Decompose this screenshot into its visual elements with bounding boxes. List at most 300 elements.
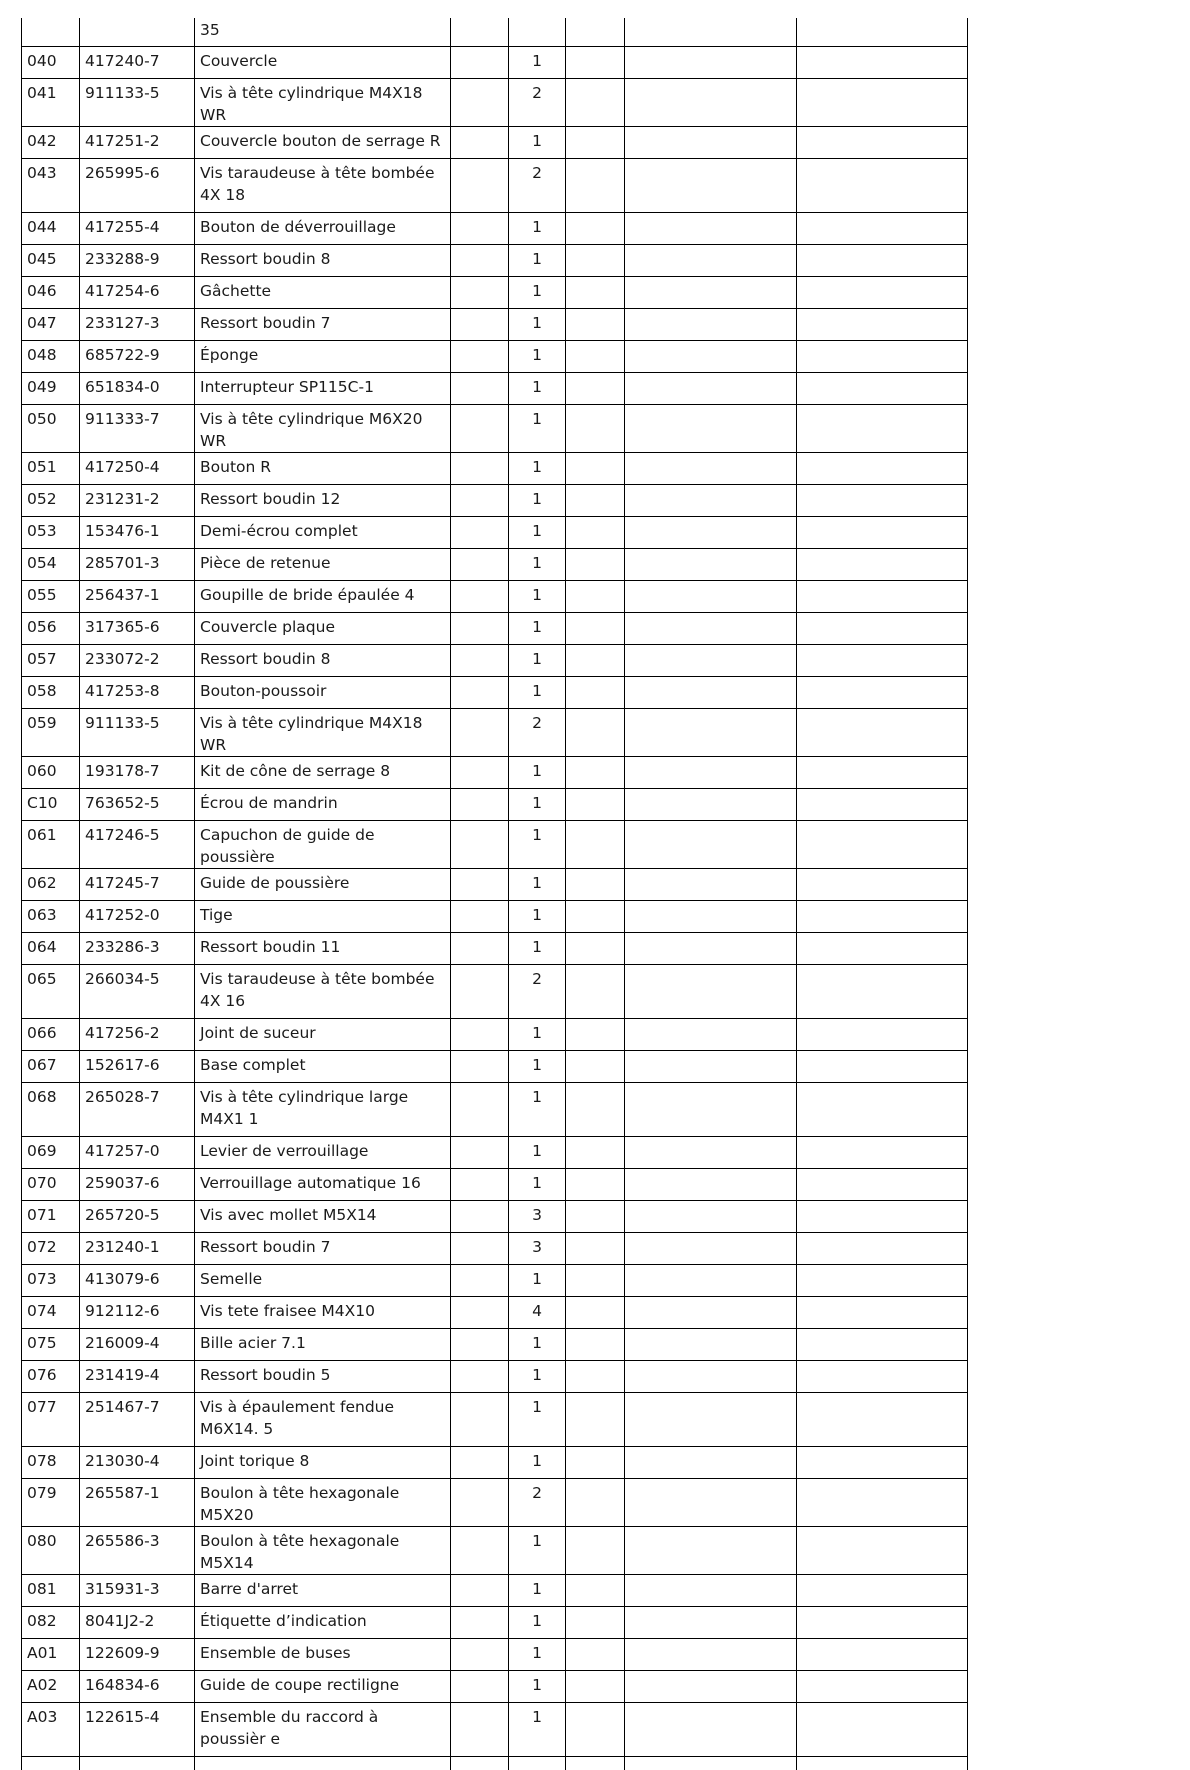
quantity-cell: 1 (509, 372, 566, 404)
part-number-cell: 417252-0 (80, 900, 195, 932)
item-number-cell: 048 (22, 340, 80, 372)
empty-cell (797, 612, 968, 644)
empty-cell (566, 244, 625, 276)
table-row (22, 820, 968, 868)
quantity-cell: 1 (509, 1638, 566, 1670)
empty-cell (451, 452, 509, 484)
empty-cell (451, 18, 509, 46)
item-number-cell: 076 (22, 1360, 80, 1392)
description-cell: Gâchette (195, 276, 451, 308)
empty-cell (625, 1296, 797, 1328)
empty-cell (797, 644, 968, 676)
empty-cell (566, 46, 625, 78)
part-number-cell: 417253-8 (80, 676, 195, 708)
quantity-cell: 1 (509, 1606, 566, 1638)
item-number-cell: 041 (22, 78, 80, 126)
empty-cell (451, 1232, 509, 1264)
empty-cell (797, 1526, 968, 1574)
empty-cell (451, 548, 509, 580)
item-number-cell: 082 (22, 1606, 80, 1638)
quantity-cell: 1 (509, 868, 566, 900)
description-cell: Ressort boudin 7 (195, 1232, 451, 1264)
item-number-cell: 042 (22, 126, 80, 158)
description-cell: Interrupteur SP115C-1 (195, 372, 451, 404)
description-cell: Base complet (195, 1050, 451, 1082)
description-cell: Goupille de bride épaulée 4 (195, 580, 451, 612)
part-number-cell: 265587-1 (80, 1478, 195, 1526)
item-number-cell: 063 (22, 900, 80, 932)
empty-cell (797, 1446, 968, 1478)
description-cell: Guide de poussière (195, 868, 451, 900)
table-row (22, 212, 968, 244)
item-number-cell: 071 (22, 1200, 80, 1232)
empty-cell (566, 1200, 625, 1232)
empty-cell (566, 1264, 625, 1296)
description-cell: Ressort boudin 12 (195, 484, 451, 516)
empty-cell (625, 126, 797, 158)
quantity-cell: 1 (509, 340, 566, 372)
table-row (22, 372, 968, 404)
table-row (22, 1264, 968, 1296)
quantity-cell: 3 (509, 1200, 566, 1232)
empty-cell (797, 1670, 968, 1702)
empty-cell (625, 708, 797, 756)
table-row (22, 788, 968, 820)
part-number-cell: 417250-4 (80, 452, 195, 484)
empty-cell (566, 900, 625, 932)
table-row (22, 708, 968, 756)
table-row (22, 452, 968, 484)
quantity-cell: 1 (509, 126, 566, 158)
empty-cell (566, 820, 625, 868)
empty-cell (451, 1168, 509, 1200)
table-row (22, 868, 968, 900)
table-row (22, 1082, 968, 1136)
empty-cell (797, 1168, 968, 1200)
table-row (22, 1606, 968, 1638)
empty-cell (451, 244, 509, 276)
description-cell: Ressort boudin 11 (195, 932, 451, 964)
empty-cell (451, 372, 509, 404)
empty-cell (797, 756, 968, 788)
empty-cell (625, 1200, 797, 1232)
description-cell: Vis à tête cylindrique M4X18 WR (195, 78, 451, 126)
table-row (22, 1328, 968, 1360)
empty-cell (797, 548, 968, 580)
empty-cell (566, 308, 625, 340)
item-number-cell: 079 (22, 1478, 80, 1526)
description-cell: Couvercle bouton de serrage R (195, 126, 451, 158)
parts-table-body (22, 18, 968, 1770)
empty-cell (625, 1328, 797, 1360)
table-row (22, 1168, 968, 1200)
part-number-cell: 911133-5 (80, 78, 195, 126)
empty-cell (566, 548, 625, 580)
part-number-cell: 912112-6 (80, 1296, 195, 1328)
empty-cell (625, 276, 797, 308)
part-number-cell: 417256-2 (80, 1018, 195, 1050)
table-row (22, 276, 968, 308)
empty-cell (566, 708, 625, 756)
item-number-cell: 080 (22, 1526, 80, 1574)
empty-cell (451, 1328, 509, 1360)
empty-cell (451, 1296, 509, 1328)
description-cell: Vis taraudeuse à tête bombée 4X 16 (195, 964, 451, 1018)
empty-cell (625, 484, 797, 516)
item-number-cell: 040 (22, 46, 80, 78)
table-row (22, 1446, 968, 1478)
empty-cell (797, 484, 968, 516)
item-number-cell: 072 (22, 1232, 80, 1264)
empty-cell (566, 788, 625, 820)
empty-cell (451, 1606, 509, 1638)
empty-cell (566, 612, 625, 644)
empty-cell (451, 158, 509, 212)
table-row-continues (22, 1756, 968, 1770)
empty-cell (625, 452, 797, 484)
empty-cell (625, 372, 797, 404)
item-number-cell: 065 (22, 964, 80, 1018)
item-number-cell: A02 (22, 1670, 80, 1702)
empty-cell (451, 1360, 509, 1392)
empty-cell (625, 1478, 797, 1526)
empty-cell (797, 18, 968, 46)
empty-cell (625, 46, 797, 78)
description-cell: Vis à tête cylindrique M6X20 WR (195, 404, 451, 452)
table-row (22, 580, 968, 612)
description-cell: Bille acier 7.1 (195, 1328, 451, 1360)
table-row (22, 676, 968, 708)
empty-cell (625, 788, 797, 820)
empty-cell (451, 404, 509, 452)
empty-cell (566, 580, 625, 612)
empty-cell (451, 78, 509, 126)
empty-cell (625, 1018, 797, 1050)
empty-cell (451, 900, 509, 932)
item-number-cell: 051 (22, 452, 80, 484)
quantity-cell: 1 (509, 788, 566, 820)
description-cell: Boulon à tête hexagonale M5X20 (195, 1478, 451, 1526)
description-cell: Couvercle (195, 46, 451, 78)
part-number-cell: 153476-1 (80, 516, 195, 548)
item-number-cell: A01 (22, 1638, 80, 1670)
table-row (22, 1670, 968, 1702)
description-cell: Bouton-poussoir (195, 676, 451, 708)
quantity-cell: 1 (509, 1136, 566, 1168)
empty-cell (566, 676, 625, 708)
item-number-cell: 073 (22, 1264, 80, 1296)
parts-list-table (21, 18, 968, 1770)
empty-cell (566, 1478, 625, 1526)
item-number-cell: 055 (22, 580, 80, 612)
empty-cell (625, 1136, 797, 1168)
description-cell: Vis à tête cylindrique large M4X1 1 (195, 1082, 451, 1136)
item-number-cell: 061 (22, 820, 80, 868)
quantity-cell: 2 (509, 1478, 566, 1526)
empty-cell (797, 788, 968, 820)
quantity-cell: 1 (509, 932, 566, 964)
empty-cell (451, 1638, 509, 1670)
part-number-cell: 233286-3 (80, 932, 195, 964)
description-cell: Joint de suceur (195, 1018, 451, 1050)
quantity-cell (509, 18, 566, 46)
empty-cell (451, 1756, 509, 1770)
empty-cell (451, 1136, 509, 1168)
empty-cell (797, 1638, 968, 1670)
item-number-cell: 075 (22, 1328, 80, 1360)
item-number-cell: 074 (22, 1296, 80, 1328)
description-cell: Ensemble du raccord à poussièr e (195, 1702, 451, 1756)
empty-cell (451, 1526, 509, 1574)
description-cell: Écrou de mandrin (195, 788, 451, 820)
part-number-cell: 317365-6 (80, 612, 195, 644)
part-number-cell: 256437-1 (80, 580, 195, 612)
empty-cell (625, 1082, 797, 1136)
item-number-cell: 045 (22, 244, 80, 276)
empty-cell (625, 78, 797, 126)
description-cell: Ressort boudin 5 (195, 1360, 451, 1392)
empty-cell (797, 1264, 968, 1296)
empty-cell (451, 964, 509, 1018)
empty-cell (797, 1200, 968, 1232)
part-number-cell: 417254-6 (80, 276, 195, 308)
empty-cell (22, 1756, 80, 1770)
empty-cell (625, 516, 797, 548)
table-row (22, 612, 968, 644)
part-number-cell: 231419-4 (80, 1360, 195, 1392)
empty-cell (451, 484, 509, 516)
part-number-cell (80, 18, 195, 46)
empty-cell (625, 676, 797, 708)
item-number-cell: 078 (22, 1446, 80, 1478)
table-row (22, 900, 968, 932)
empty-cell (797, 1050, 968, 1082)
part-number-cell: 259037-6 (80, 1168, 195, 1200)
empty-cell (625, 900, 797, 932)
empty-cell (797, 1574, 968, 1606)
table-row (22, 1136, 968, 1168)
empty-cell (797, 78, 968, 126)
description-cell: Vis tete fraisee M4X10 (195, 1296, 451, 1328)
description-cell: Tige (195, 900, 451, 932)
empty-cell (566, 158, 625, 212)
empty-cell (451, 516, 509, 548)
empty-cell (625, 868, 797, 900)
quantity-cell: 1 (509, 1526, 566, 1574)
empty-cell (566, 1168, 625, 1200)
quantity-cell: 1 (509, 484, 566, 516)
empty-cell (797, 1392, 968, 1446)
empty-cell (625, 1606, 797, 1638)
table-row (22, 126, 968, 158)
item-number-cell: 050 (22, 404, 80, 452)
part-number-cell: 417245-7 (80, 868, 195, 900)
empty-cell (797, 1756, 968, 1770)
empty-cell (625, 644, 797, 676)
part-number-cell: 911133-5 (80, 708, 195, 756)
empty-cell (625, 212, 797, 244)
empty-cell (451, 1574, 509, 1606)
description-cell: Vis à tête cylindrique M4X18 WR (195, 708, 451, 756)
empty-cell (797, 900, 968, 932)
empty-cell (797, 1018, 968, 1050)
item-number-cell: 069 (22, 1136, 80, 1168)
empty-cell (566, 340, 625, 372)
table-row (22, 756, 968, 788)
table-row (22, 308, 968, 340)
quantity-cell: 4 (509, 1296, 566, 1328)
description-cell: Levier de verrouillage (195, 1136, 451, 1168)
empty-cell (451, 1018, 509, 1050)
part-number-cell: 8041J2-2 (80, 1606, 195, 1638)
empty-cell (566, 516, 625, 548)
table-row (22, 1200, 968, 1232)
empty-cell (797, 158, 968, 212)
empty-cell (625, 1392, 797, 1446)
part-number-cell: 122615-4 (80, 1702, 195, 1756)
part-number-cell: 417255-4 (80, 212, 195, 244)
empty-cell (625, 612, 797, 644)
part-number-cell: 122609-9 (80, 1638, 195, 1670)
empty-cell (451, 820, 509, 868)
empty-cell (566, 1018, 625, 1050)
item-number-cell: 077 (22, 1392, 80, 1446)
empty-cell (797, 1702, 968, 1756)
empty-cell (451, 932, 509, 964)
empty-cell (625, 1638, 797, 1670)
empty-cell (566, 1756, 625, 1770)
description-cell: Joint torique 8 (195, 1446, 451, 1478)
table-row (22, 1392, 968, 1446)
empty-cell (797, 1296, 968, 1328)
empty-cell (625, 1756, 797, 1770)
empty-cell (80, 1756, 195, 1770)
part-number-cell: 651834-0 (80, 372, 195, 404)
empty-cell (797, 820, 968, 868)
description-cell: Boulon à tête hexagonale M5X14 (195, 1526, 451, 1574)
item-number-cell: 081 (22, 1574, 80, 1606)
table-row (22, 964, 968, 1018)
quantity-cell: 1 (509, 212, 566, 244)
empty-cell (451, 1082, 509, 1136)
description-cell: Vis taraudeuse à tête bombée 4X 18 (195, 158, 451, 212)
empty-cell (797, 516, 968, 548)
empty-cell (625, 1050, 797, 1082)
empty-cell (451, 580, 509, 612)
item-number-cell: 052 (22, 484, 80, 516)
part-number-cell: 266034-5 (80, 964, 195, 1018)
empty-cell (509, 1756, 566, 1770)
quantity-cell: 1 (509, 1018, 566, 1050)
description-cell: Éponge (195, 340, 451, 372)
empty-cell (797, 1232, 968, 1264)
empty-cell (566, 78, 625, 126)
part-number-cell: 285701-3 (80, 548, 195, 580)
empty-cell (451, 756, 509, 788)
part-number-cell: 315931-3 (80, 1574, 195, 1606)
part-number-cell: 763652-5 (80, 788, 195, 820)
description-cell: Demi-écrou complet (195, 516, 451, 548)
table-row (22, 484, 968, 516)
empty-cell (625, 158, 797, 212)
empty-cell (566, 1296, 625, 1328)
empty-cell (797, 868, 968, 900)
part-number-cell: 265720-5 (80, 1200, 195, 1232)
empty-cell (625, 580, 797, 612)
quantity-cell: 1 (509, 1082, 566, 1136)
empty-cell (451, 1702, 509, 1756)
item-number-cell: 068 (22, 1082, 80, 1136)
empty-cell (451, 1200, 509, 1232)
item-number-cell: 053 (22, 516, 80, 548)
item-number-cell (22, 18, 80, 46)
part-number-cell: 265995-6 (80, 158, 195, 212)
empty-cell (566, 756, 625, 788)
empty-cell (566, 644, 625, 676)
part-number-cell: 233072-2 (80, 644, 195, 676)
item-number-cell: 054 (22, 548, 80, 580)
empty-cell (797, 1360, 968, 1392)
description-cell: Vis avec mollet M5X14 (195, 1200, 451, 1232)
quantity-cell: 1 (509, 308, 566, 340)
item-number-cell: A03 (22, 1702, 80, 1756)
empty-cell (797, 1082, 968, 1136)
part-number-cell: 164834-6 (80, 1670, 195, 1702)
empty-cell (566, 484, 625, 516)
quantity-cell: 1 (509, 1392, 566, 1446)
item-number-cell: 047 (22, 308, 80, 340)
description-cell: Vis à épaulement fendue M6X14. 5 (195, 1392, 451, 1446)
empty-cell (625, 340, 797, 372)
empty-cell (451, 126, 509, 158)
empty-cell (566, 276, 625, 308)
empty-cell (566, 126, 625, 158)
quantity-cell: 2 (509, 78, 566, 126)
empty-cell (797, 1606, 968, 1638)
item-number-cell: 067 (22, 1050, 80, 1082)
part-number-cell: 417257-0 (80, 1136, 195, 1168)
empty-cell (566, 404, 625, 452)
empty-cell (451, 1050, 509, 1082)
empty-cell (451, 612, 509, 644)
quantity-cell: 1 (509, 452, 566, 484)
empty-cell (451, 676, 509, 708)
item-number-cell: 058 (22, 676, 80, 708)
table-row (22, 1702, 968, 1756)
description-cell: Pièce de retenue (195, 548, 451, 580)
empty-cell (797, 964, 968, 1018)
item-number-cell: 043 (22, 158, 80, 212)
part-number-cell: 231231-2 (80, 484, 195, 516)
description-cell: Semelle (195, 1264, 451, 1296)
empty-cell (451, 46, 509, 78)
empty-cell (797, 126, 968, 158)
empty-cell (797, 212, 968, 244)
empty-cell (797, 676, 968, 708)
empty-cell (625, 1232, 797, 1264)
description-cell: Ensemble de buses (195, 1638, 451, 1670)
table-row (22, 516, 968, 548)
quantity-cell: 1 (509, 612, 566, 644)
empty-cell (625, 1526, 797, 1574)
description-cell: Kit de cône de serrage 8 (195, 756, 451, 788)
empty-cell (566, 1670, 625, 1702)
table-row (22, 1018, 968, 1050)
empty-cell (625, 404, 797, 452)
quantity-cell: 1 (509, 516, 566, 548)
empty-cell (566, 868, 625, 900)
quantity-cell: 2 (509, 158, 566, 212)
